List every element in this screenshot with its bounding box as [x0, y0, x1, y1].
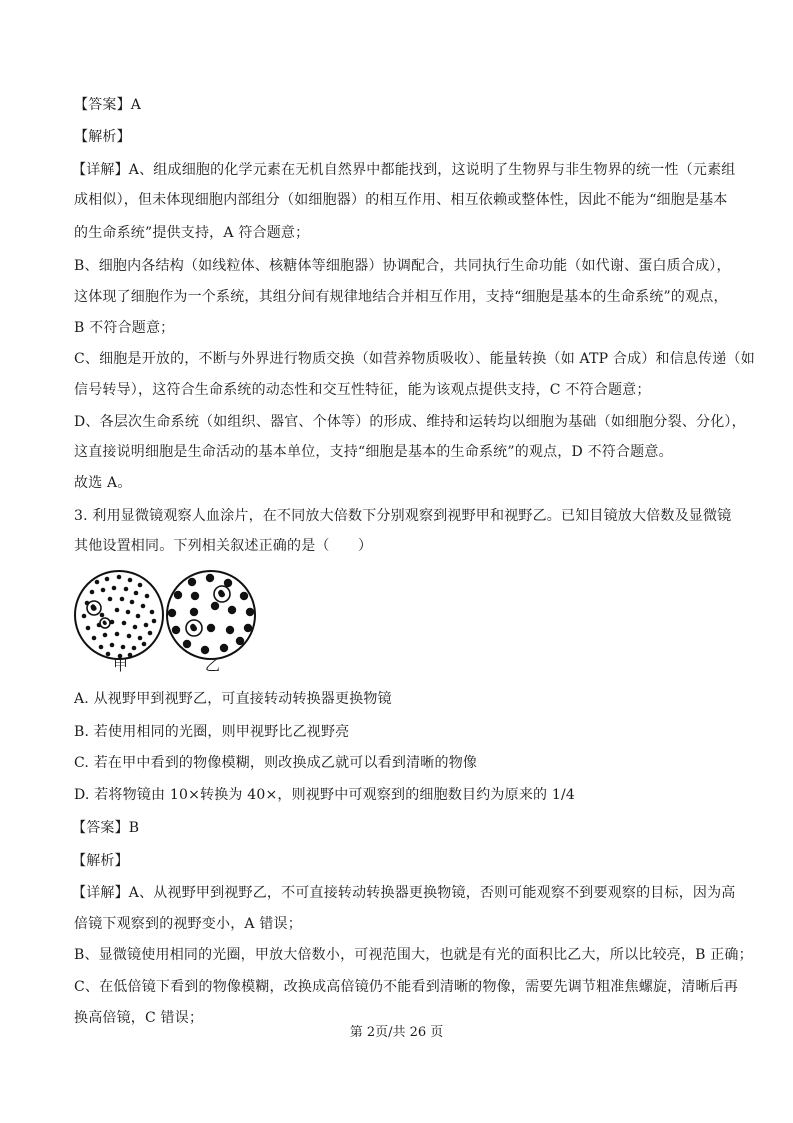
page-footer: 第 2页/共 26 页	[349, 1025, 444, 1040]
red-blood-cell	[240, 592, 248, 600]
red-blood-cell	[124, 587, 129, 592]
text-line: 这体现了细胞作为一个系统，其组分间有规律地结合并相互作用，支持“细胞是基本的生命系统”的观点，	[74, 289, 728, 305]
field-jia-cells	[82, 575, 157, 659]
red-blood-cell	[112, 586, 117, 591]
red-blood-cell	[174, 591, 182, 599]
text-line: B、显微镜使用相同的光圈，甲放大倍数小，可视范围大，也就是有光的面积比乙大，所以比较亮，B 正确；	[74, 947, 753, 963]
red-blood-cell	[246, 608, 254, 616]
red-blood-cell	[82, 614, 87, 619]
red-blood-cell	[120, 597, 125, 602]
red-blood-cell	[168, 609, 176, 617]
red-blood-cell	[117, 575, 122, 580]
red-blood-cell	[110, 643, 115, 648]
text-line: C、在低倍镜下看到的物像模糊，改换成高倍镜仍不能看到清晰的物像，需要先调节粗准焦螺旋，清晰后再	[74, 979, 739, 995]
red-blood-cell	[201, 646, 209, 654]
red-blood-cell	[115, 608, 120, 613]
red-blood-cell	[100, 613, 105, 618]
red-blood-cell	[90, 590, 95, 595]
red-blood-cell	[128, 653, 133, 658]
red-blood-cell	[115, 632, 120, 637]
red-blood-cell	[144, 623, 149, 628]
red-blood-cell	[95, 580, 100, 585]
red-blood-cell	[207, 624, 215, 632]
red-blood-cell	[86, 626, 91, 631]
red-blood-cell	[145, 594, 150, 599]
red-blood-cell	[126, 610, 131, 615]
text-line: A. 从视野甲到视野乙，可直接转动转换器更换物镜	[74, 691, 392, 707]
red-blood-cell	[99, 645, 104, 650]
red-blood-cell	[148, 631, 153, 636]
red-blood-cell	[121, 645, 126, 650]
red-blood-cell	[122, 621, 127, 626]
red-blood-cell	[132, 646, 137, 651]
text-line: 这直接说明细胞是生命活动的基本单位，支持“细胞是基本的生命系统”的观点，D 不符合题意。	[74, 444, 673, 460]
red-blood-cell	[138, 583, 143, 588]
red-blood-cell	[172, 626, 180, 634]
red-blood-cell	[130, 600, 135, 605]
field-yi-circle	[167, 571, 255, 659]
field-yi-label: 乙	[205, 656, 221, 674]
red-blood-cell	[226, 626, 234, 634]
red-blood-cell	[134, 591, 139, 596]
text-line: C. 若在甲中看到的物像模糊，则改换成乙就可以看到清晰的物像	[74, 755, 478, 771]
red-blood-cell	[92, 636, 97, 641]
red-blood-cell	[152, 619, 157, 624]
text-line: 的生命系统”提供支持，A 符合题意；	[74, 225, 310, 241]
text-line: 【解析】	[74, 129, 131, 145]
red-blood-cell	[191, 592, 199, 600]
red-blood-cell	[228, 606, 236, 614]
text-line: 【答案】B	[72, 820, 140, 836]
red-blood-cell	[101, 588, 106, 593]
microscope-fields-drawing	[72, 568, 262, 678]
red-blood-cell	[133, 625, 138, 630]
red-blood-cell	[190, 608, 198, 616]
red-blood-cell	[136, 614, 141, 619]
red-blood-cell	[244, 624, 252, 632]
text-line: 成相似），但未体现细胞内部组分（如细胞器）的相互作用、相互依赖或整体性，因此不能为“细胞是基本	[74, 192, 728, 208]
red-blood-cell	[150, 610, 155, 615]
text-line: 【详解】A、组成细胞的化学元素在无机自然界中都能找到，这说明了生物界与非生物界的统一性（元素组	[72, 162, 736, 178]
red-blood-cell	[183, 640, 191, 648]
red-blood-cell	[103, 633, 108, 638]
red-blood-cell	[142, 642, 147, 647]
text-line: B 不符合题意；	[74, 320, 175, 336]
text-line: 3. 利用显微镜观察人血涂片，在不同放大倍数下分别观察到视野甲和视野乙。已知目镜放大倍数及显微镜	[74, 508, 732, 524]
text-line: 换高倍镜，C 错误；	[74, 1010, 204, 1026]
text-line: 【解析】	[72, 853, 129, 869]
text-line: 【答案】A	[74, 97, 142, 113]
red-blood-cell	[138, 636, 143, 641]
text-line: B、细胞内各结构（如线粒体、核糖体等细胞器）协调配合，共同执行生命功能（如代谢、蛋白质合成），	[74, 258, 731, 274]
text-line: 其他设置相同。下列相关叙述正确的是（ ）	[74, 538, 373, 554]
text-line: 信号转导），这符合生命系统的动态性和交互性特征，能为该观点提供支持，C 不符合题意；	[74, 382, 651, 398]
field-yi-cells	[168, 574, 254, 654]
field-jia-label: 甲	[113, 656, 129, 674]
red-blood-cell	[220, 644, 228, 652]
red-blood-cell	[105, 577, 110, 582]
text-line: 故选 A。	[74, 475, 132, 491]
red-blood-cell	[236, 637, 244, 645]
text-line: D、各层次生命系统（如组织、器官、个体等）的形成、维持和运转均以细胞为基础（如细胞分裂、分化），	[74, 414, 746, 430]
text-line: B. 若使用相同的光圈，则甲视野比乙视野亮	[74, 724, 350, 740]
red-blood-cell	[141, 604, 146, 609]
red-blood-cell	[188, 578, 196, 586]
red-blood-cell	[211, 602, 219, 610]
text-line: C、细胞是开放的，不断与外界进行物质交换（如营养物质吸收）、能量转换（如 ATP 合成）和信息传递（如	[74, 351, 755, 367]
text-line: 倍镜下观察到的视野变小，A 错误；	[74, 916, 302, 932]
microscope-fields-figure	[72, 568, 262, 678]
field-jia-circle	[75, 571, 163, 659]
text-line: 【详解】A、从视野甲到视野乙，不可直接转动转换器更换物镜，否则可能观察不到要观察的目标，因为高	[72, 885, 736, 901]
text-line: D. 若将物镜由 10×转换为 40×，则视野中可观察到的细胞数目约为原来的 1/4	[74, 787, 575, 803]
red-blood-cell	[128, 578, 133, 583]
red-blood-cell	[206, 574, 214, 582]
red-blood-cell	[106, 652, 111, 657]
red-blood-cell	[108, 597, 113, 602]
red-blood-cell	[127, 634, 132, 639]
